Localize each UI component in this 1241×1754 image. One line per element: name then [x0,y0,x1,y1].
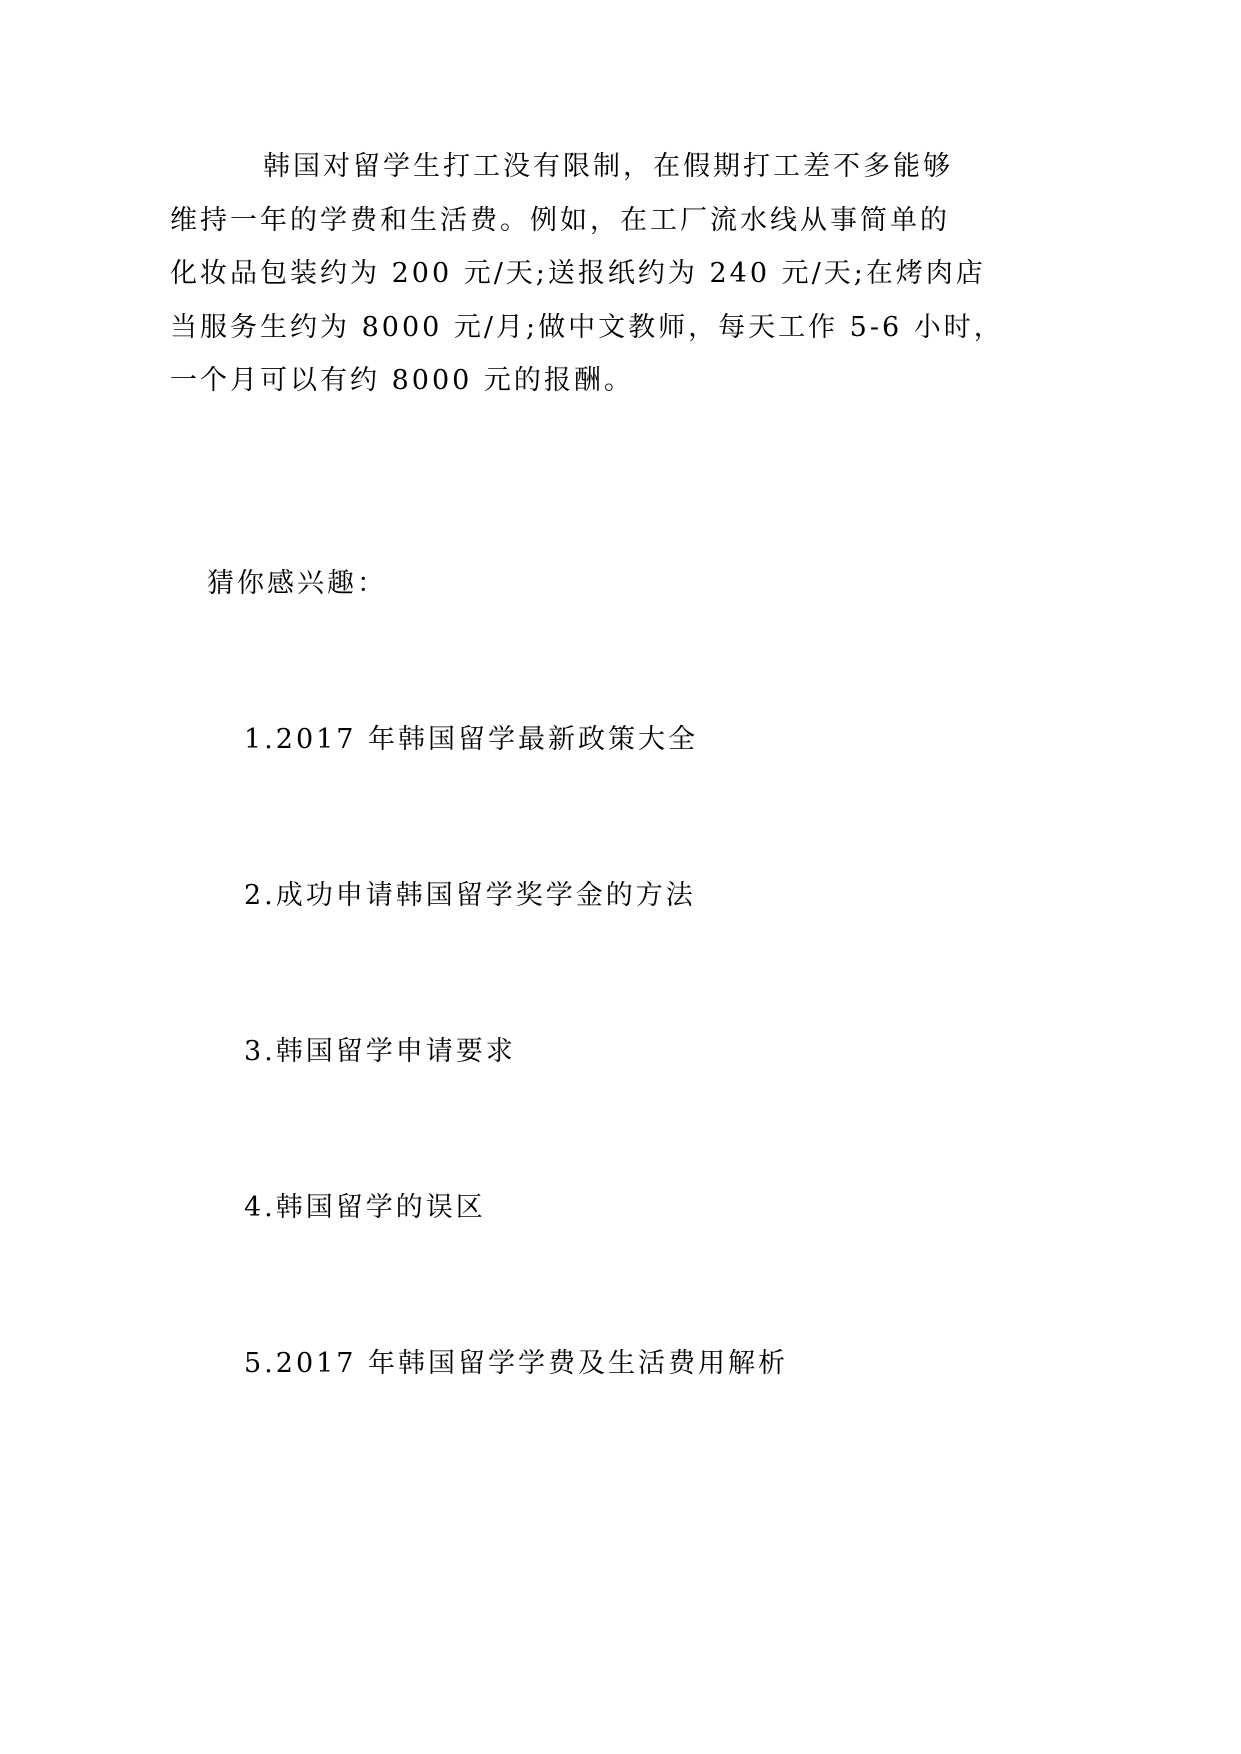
related-list [244,718,788,1498]
related-heading: 猜你感兴趣： [207,568,387,599]
related-item-4[interactable]: 4.韩国留学的误区 [244,1192,486,1223]
related-item-1[interactable]: 1.2017 年韩国留学最新政策大全 [244,724,699,755]
related-item-2[interactable]: 2.成功申请韩国留学奖学金的方法 [244,880,696,911]
related-item-3[interactable]: 3.韩国留学申请要求 [244,1036,516,1067]
paragraph-line: 当服务生约为 8000 元/月;做中文教师，每天工作 5-6 小时， [170,311,1004,343]
paragraph-line: 化妆品包装约为 200 元/天;送报纸约为 240 元/天;在烤肉店 [170,258,986,289]
paragraph-line: 韩国对留学生打工没有限制，在假期打工差不多能够 [263,151,953,182]
related-item-5[interactable]: 5.2017 年韩国留学学费及生活费用解析 [244,1348,789,1379]
paragraph-line: 维持一年的学费和生活费。例如，在工厂流水线从事简单的 [170,204,950,236]
paragraph-line: 一个月可以有约 8000 元的报酬。 [170,365,634,396]
body-paragraph [170,145,1004,413]
